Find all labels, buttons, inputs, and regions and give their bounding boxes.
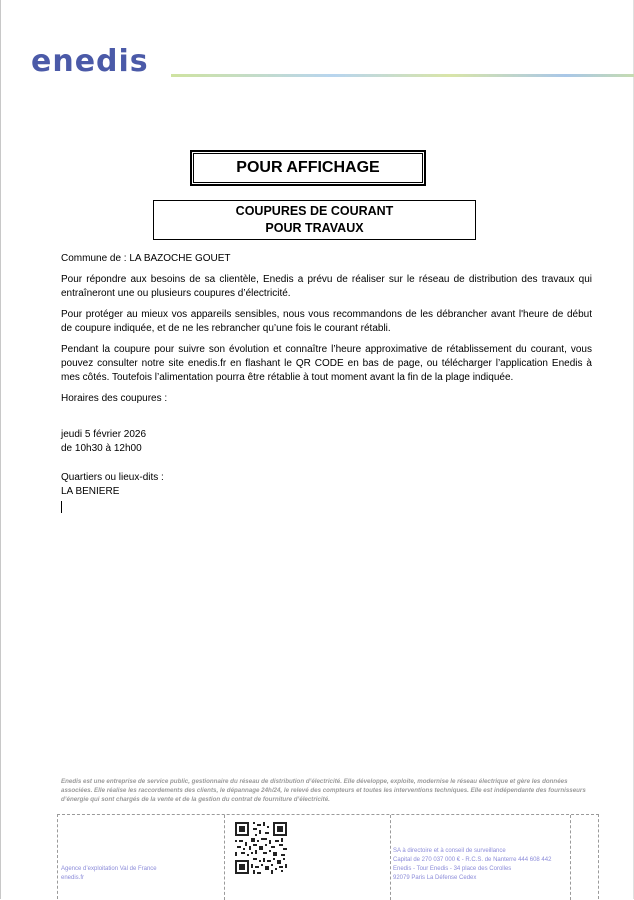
- footer-divider-2: [390, 815, 391, 900]
- logo-gradient-line: [171, 74, 634, 77]
- main-title-text: POUR AFFICHAGE: [236, 159, 380, 176]
- place-name: LA BENIERE: [61, 486, 120, 497]
- document-body: [61, 252, 592, 518]
- agency-website[interactable]: enedis.fr: [61, 875, 85, 881]
- agency-block: [61, 865, 157, 883]
- text-cursor[interactable]: [61, 501, 62, 513]
- sub-title-line1: COUPURES DE COURANT: [235, 204, 394, 218]
- paragraph-protect: Pour protéger au mieux vos appareils sensibles, nous vous recommandons de les débrancher avant l'heure de début de coupure indiquée, et de ne les rebrancher qu’une fois le courant rétabli.: [61, 309, 592, 334]
- legal-line-3: Enedis - Tour Enedis - 34 place des Corolles: [393, 866, 512, 872]
- pour-affichage-title: [191, 151, 425, 185]
- page-left-edge: [0, 0, 1, 899]
- sub-title-line2: POUR TRAVAUX: [265, 221, 364, 235]
- qr-code[interactable]: [235, 822, 287, 874]
- paragraph-intro: Pour répondre aux besoins de sa clientèle, Enedis a prévu de réaliser sur le réseau de distribution des travaux qui entraîneront une ou plusieurs coupures d’électricité.: [61, 274, 592, 299]
- outage-time-range: de 10h30 à 12h00: [61, 443, 142, 454]
- logo-wordmark: enedis: [31, 44, 149, 79]
- schedule-label: Horaires des coupures :: [61, 393, 168, 404]
- outage-date: jeudi 5 février 2026: [61, 429, 147, 440]
- enedis-logo: [31, 44, 634, 84]
- legal-line-4: 92079 Paris La Défense Cedex: [393, 875, 477, 881]
- coupures-title-box: [153, 200, 476, 240]
- legal-line-2: Capital de 270 037 000 € - R.C.S. de Nanterre 444 608 442: [393, 857, 552, 863]
- footer-divider-3: [570, 815, 571, 900]
- agency-name: Agence d’exploitation Val de France: [61, 866, 157, 872]
- footer-divider-1: [224, 815, 225, 900]
- legal-block: [393, 847, 551, 883]
- places-label: Quartiers ou lieux-dits :: [61, 472, 164, 483]
- footer-note: Enedis est une entreprise de service public, gestionnaire du réseau de distribution d’électricité. Elle développe, exploite, modernise le réseau électrique et gère les données associées. Elle réalise les raccordements des clients, le dépannage 24h/24, le relevé des compteurs et toutes les interventions techniques. Elle est indépendante des fournisseurs d’énergie qui sont chargés de la vente et de la gestion du contrat de fourniture d’électricité.: [61, 778, 586, 803]
- commune-line: Commune de : LA BAZOCHE GOUET: [61, 253, 231, 264]
- legal-line-1: SA à directoire et à conseil de surveillance: [393, 848, 506, 854]
- paragraph-followup: Pendant la coupure pour suivre son évolution et connaître l’heure approximative de rétablissement du courant, vous pouvez consulter notre site enedis.fr en flashant le QR CODE en bas de page, ou télécharger l’application Enedis à mes côtés. Toutefois l’alimentation pourra être rétablie à tout moment avant la fin de la plage indiquée.: [61, 344, 592, 383]
